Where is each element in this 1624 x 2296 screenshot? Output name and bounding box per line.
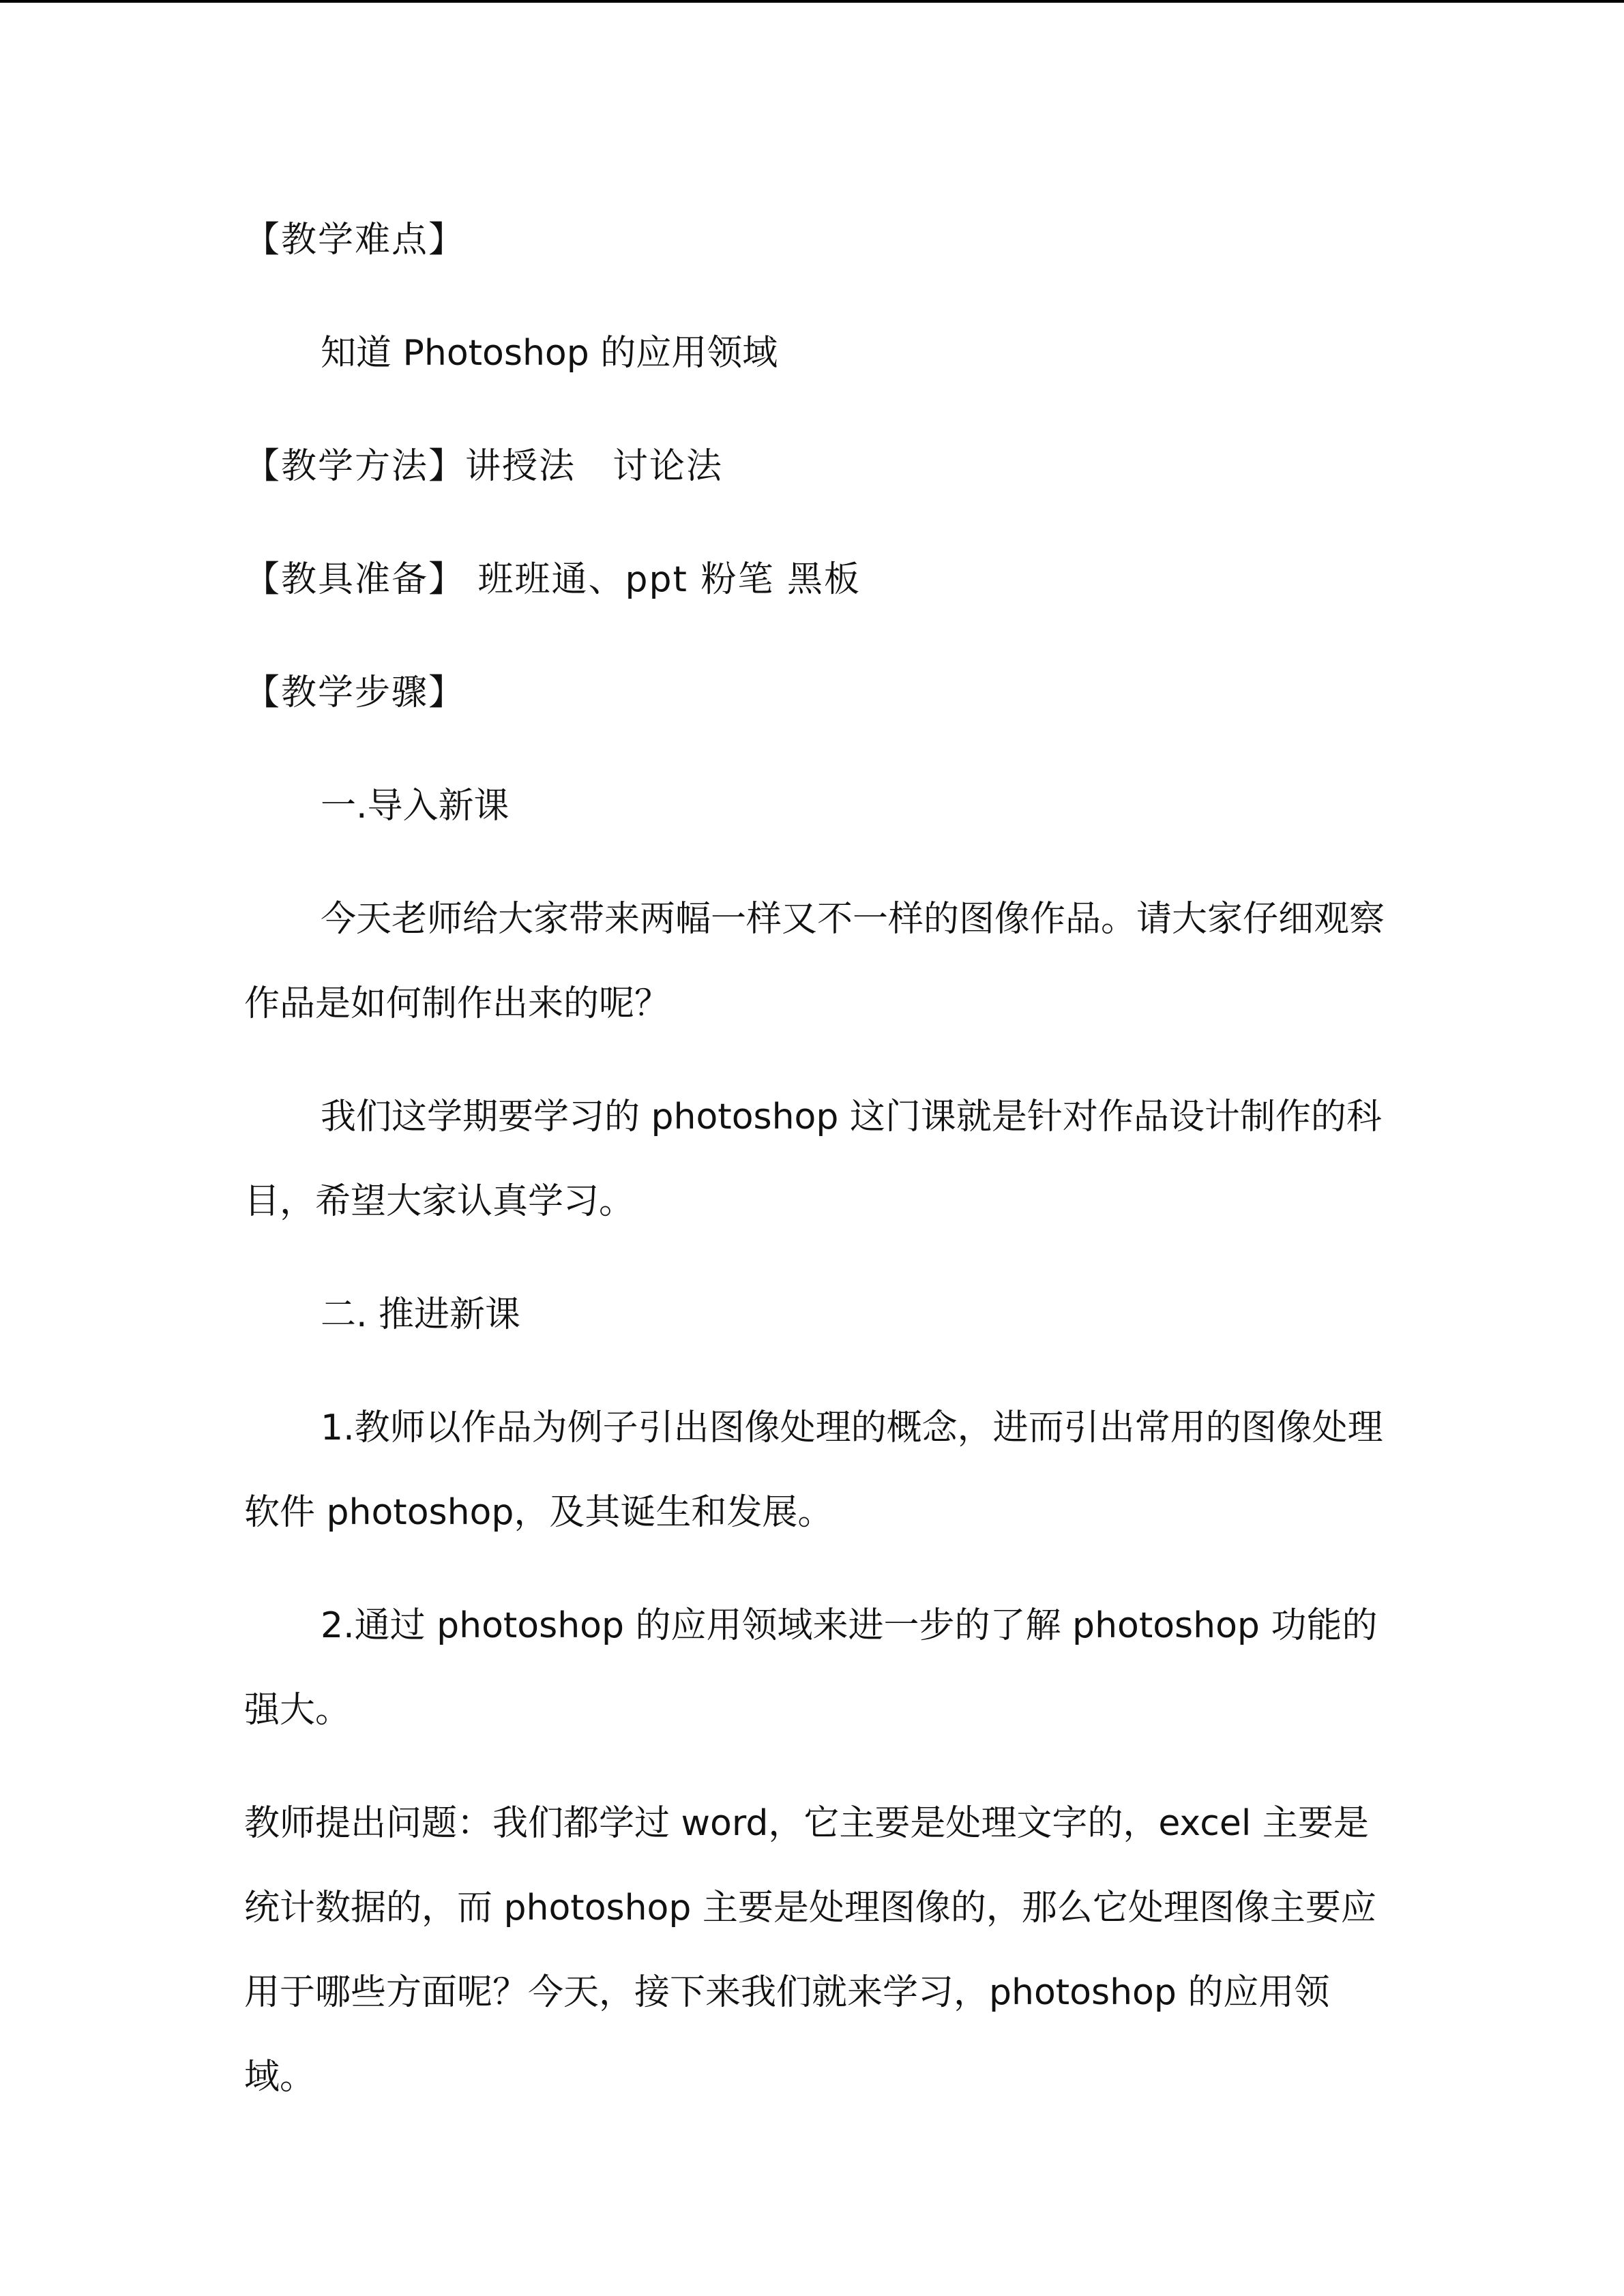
step2-title: 二. 推进新课 [321, 1294, 521, 1335]
step1-paragraph-2: 我们这学期要学习的 photoshop 这门课就是针对作品设计制作的科目，希望大家认真学习。 [244, 1097, 1382, 1222]
step2-item-2: 2.通过 photoshop 的应用领域来进一步的了解 photoshop 功能的强大。 [244, 1605, 1378, 1731]
step2-item-1: 1.教师以作品为例子引出图像处理的概念，进而引出常用的图像处理软件 photoshop，及其诞生和发展。 [244, 1407, 1383, 1533]
difficulty-content: 知道 Photoshop 的应用领域 [321, 333, 778, 374]
teacher-question: 教师提出问题：我们都学过 word，它主要是处理文字的，excel 主要是统计数据的，而 photoshop 主要是处理图像的，那么它处理图像主要应用于哪些方面呢？今天，接下来我们就来学习，photoshop 的应用领域。 [244, 1803, 1376, 2098]
page-top-border [0, 0, 1624, 3]
step1-title: 一.导入新课 [321, 786, 510, 826]
difficulty-heading: 【教学难点】 [244, 220, 466, 260]
teaching-tools: 【教具准备】 班班通、ppt 粉笔 黑板 [244, 559, 861, 600]
document-page [244, 198, 1390, 2148]
teaching-method: 【教学方法】讲授法 讨论法 [244, 446, 724, 487]
steps-heading: 【教学步骤】 [244, 672, 466, 713]
step1-paragraph-1: 今天老师给大家带来两幅一样又不一样的图像作品。请大家仔细观察作品是如何制作出来的呢？ [244, 899, 1385, 1024]
